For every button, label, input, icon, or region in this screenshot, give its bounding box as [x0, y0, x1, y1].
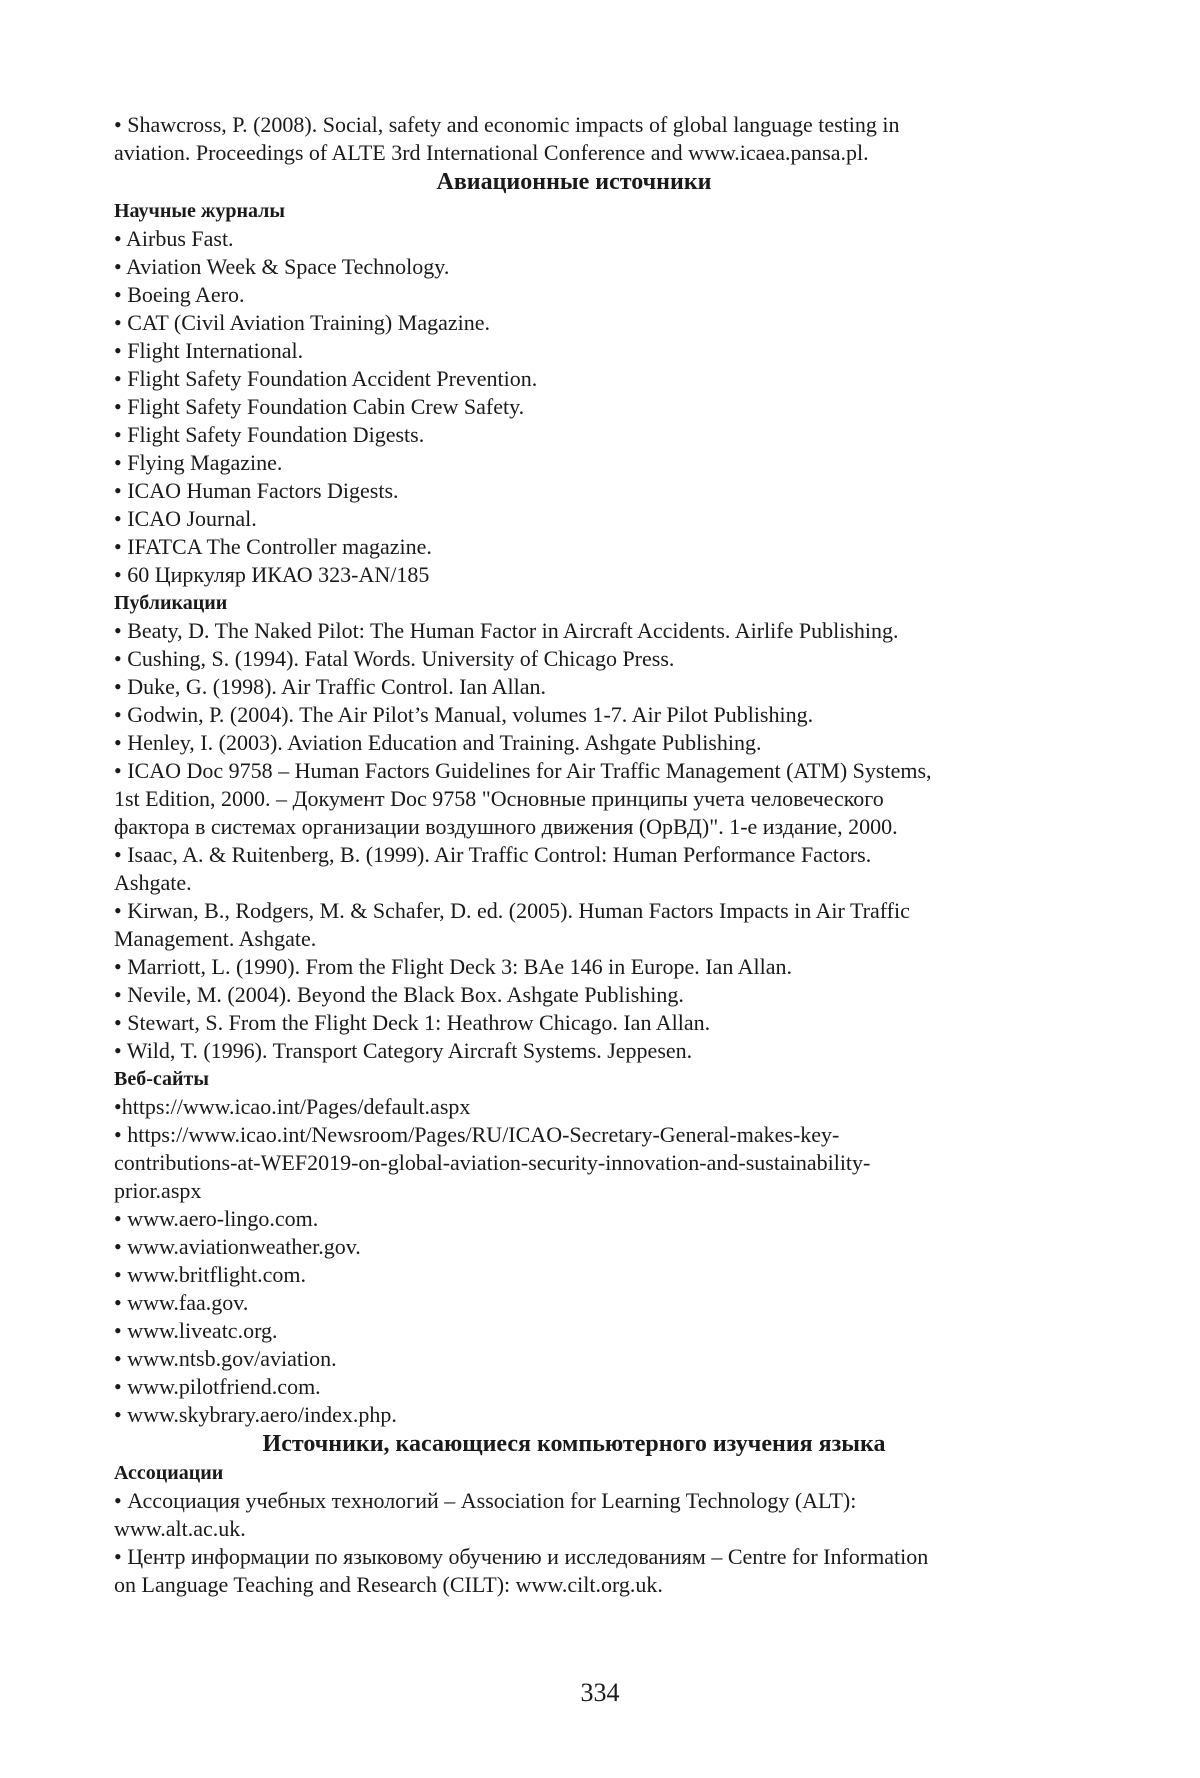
- list-item: • Центр информации по языковому обучению и исследованиям – Centre for Information: [114, 1544, 929, 1569]
- link-item[interactable]: • www.skybrary.aero/index.php.: [114, 1402, 397, 1427]
- subheading-websites: Веб-сайты: [114, 1068, 209, 1090]
- link-item[interactable]: • www.aviationweather.gov.: [114, 1234, 361, 1259]
- websites-list: [114, 1093, 1034, 1429]
- list-item: • ICAO Doc 9758 – Human Factors Guidelines for Air Traffic Management (ATM) Systems,: [114, 758, 932, 783]
- list-item: • Aviation Week & Space Technology.: [114, 254, 450, 279]
- list-item: • CAT (Civil Aviation Training) Magazine.: [114, 310, 490, 335]
- list-item: • ICAO Human Factors Digests.: [114, 478, 399, 503]
- list-item: • Flying Magazine.: [114, 450, 283, 475]
- link-item[interactable]: •https://www.icao.int/Pages/default.aspx: [114, 1094, 471, 1119]
- associations-list: [114, 1487, 1034, 1599]
- link-item[interactable]: • www.aero-lingo.com.: [114, 1206, 319, 1231]
- list-item: • Isaac, A. & Ruitenberg, B. (1999). Air Traffic Control: Human Performance Factors.: [114, 842, 872, 867]
- list-item: • Cushing, S. (1994). Fatal Words. University of Chicago Press.: [114, 646, 675, 671]
- list-item-continuation: Ashgate.: [114, 870, 192, 895]
- section-title-aviation: Авиационные источники: [436, 169, 712, 195]
- journals-list: [114, 225, 1034, 589]
- list-item: • Ассоциация учебных технологий – Association for Learning Technology (ALT):: [114, 1488, 857, 1513]
- list-item: • Airbus Fast.: [114, 226, 234, 251]
- link-item[interactable]: • https://www.icao.int/Newsroom/Pages/RU/ICAO-Secretary-General-makes-key-: [114, 1122, 840, 1147]
- subheading-publications: Публикации: [114, 592, 228, 614]
- publications-list: [114, 617, 1034, 1065]
- reference-line: aviation. Proceedings of ALTE 3rd International Conference and www.icaea.pansa.pl.: [114, 140, 869, 165]
- section-title-computer: Источники, касающиеся компьютерного изучения языка: [262, 1431, 886, 1457]
- list-item: • Godwin, P. (2004). The Air Pilot’s Manual, volumes 1-7. Air Pilot Publishing.: [114, 702, 814, 727]
- link-item[interactable]: • www.liveatc.org.: [114, 1318, 278, 1343]
- link-item[interactable]: • www.pilotfriend.com.: [114, 1374, 321, 1399]
- list-item: • Flight Safety Foundation Digests.: [114, 422, 425, 447]
- subheading-associations: Ассоциации: [114, 1462, 224, 1484]
- page-number: 334: [580, 1678, 620, 1707]
- link-item[interactable]: • www.faa.gov.: [114, 1290, 249, 1315]
- list-item: • Marriott, L. (1990). From the Flight Deck 3: BAe 146 in Europe. Ian Allan.: [114, 954, 792, 979]
- link-item-continuation[interactable]: prior.aspx: [114, 1178, 202, 1203]
- list-item-continuation: on Language Teaching and Research (CILT): www.cilt.org.uk.: [114, 1572, 663, 1597]
- list-item-continuation: фактора в системах организации воздушного движения (ОрВД)". 1-е издание, 2000.: [114, 814, 898, 839]
- list-item: • Boeing Aero.: [114, 282, 245, 307]
- list-item-continuation: 1st Edition, 2000. – Документ Doc 9758 "Основные принципы учета человеческого: [114, 786, 884, 811]
- list-item: • Flight Safety Foundation Accident Prevention.: [114, 366, 538, 391]
- list-item: • Wild, T. (1996). Transport Category Aircraft Systems. Jeppesen.: [114, 1038, 693, 1063]
- list-item: • Beaty, D. The Naked Pilot: The Human Factor in Aircraft Accidents. Airlife Publishing.: [114, 618, 899, 643]
- list-item: • IFATCA The Controller magazine.: [114, 534, 432, 559]
- list-item: • ICAO Journal.: [114, 506, 257, 531]
- list-item-continuation: www.alt.ac.uk.: [114, 1516, 246, 1541]
- list-item: • Henley, I. (2003). Aviation Education and Training. Ashgate Publishing.: [114, 730, 762, 755]
- list-item: • Nevile, M. (2004). Beyond the Black Box. Ashgate Publishing.: [114, 982, 684, 1007]
- link-item[interactable]: • www.britflight.com.: [114, 1262, 307, 1287]
- subheading-journals: Научные журналы: [114, 200, 285, 222]
- list-item: • 60 Циркуляр ИКАО 323-AN/185: [114, 562, 430, 587]
- link-item[interactable]: • www.ntsb.gov/aviation.: [114, 1346, 337, 1371]
- list-item: • Duke, G. (1998). Air Traffic Control. Ian Allan.: [114, 674, 546, 699]
- reference-line: • Shawcross, P. (2008). Social, safety and economic impacts of global language testing in: [114, 112, 900, 137]
- list-item-continuation: Management. Ashgate.: [114, 926, 317, 951]
- list-item: • Flight Safety Foundation Cabin Crew Safety.: [114, 394, 525, 419]
- link-item-continuation[interactable]: contributions-at-WEF2019-on-global-aviation-security-innovation-and-sustainability-: [114, 1150, 871, 1175]
- list-item: • Stewart, S. From the Flight Deck 1: Heathrow Chicago. Ian Allan.: [114, 1010, 711, 1035]
- page-content: [114, 111, 1034, 1599]
- list-item: • Flight International.: [114, 338, 304, 363]
- list-item: • Kirwan, B., Rodgers, M. & Schafer, D. ed. (2005). Human Factors Impacts in Air Traffic: [114, 898, 910, 923]
